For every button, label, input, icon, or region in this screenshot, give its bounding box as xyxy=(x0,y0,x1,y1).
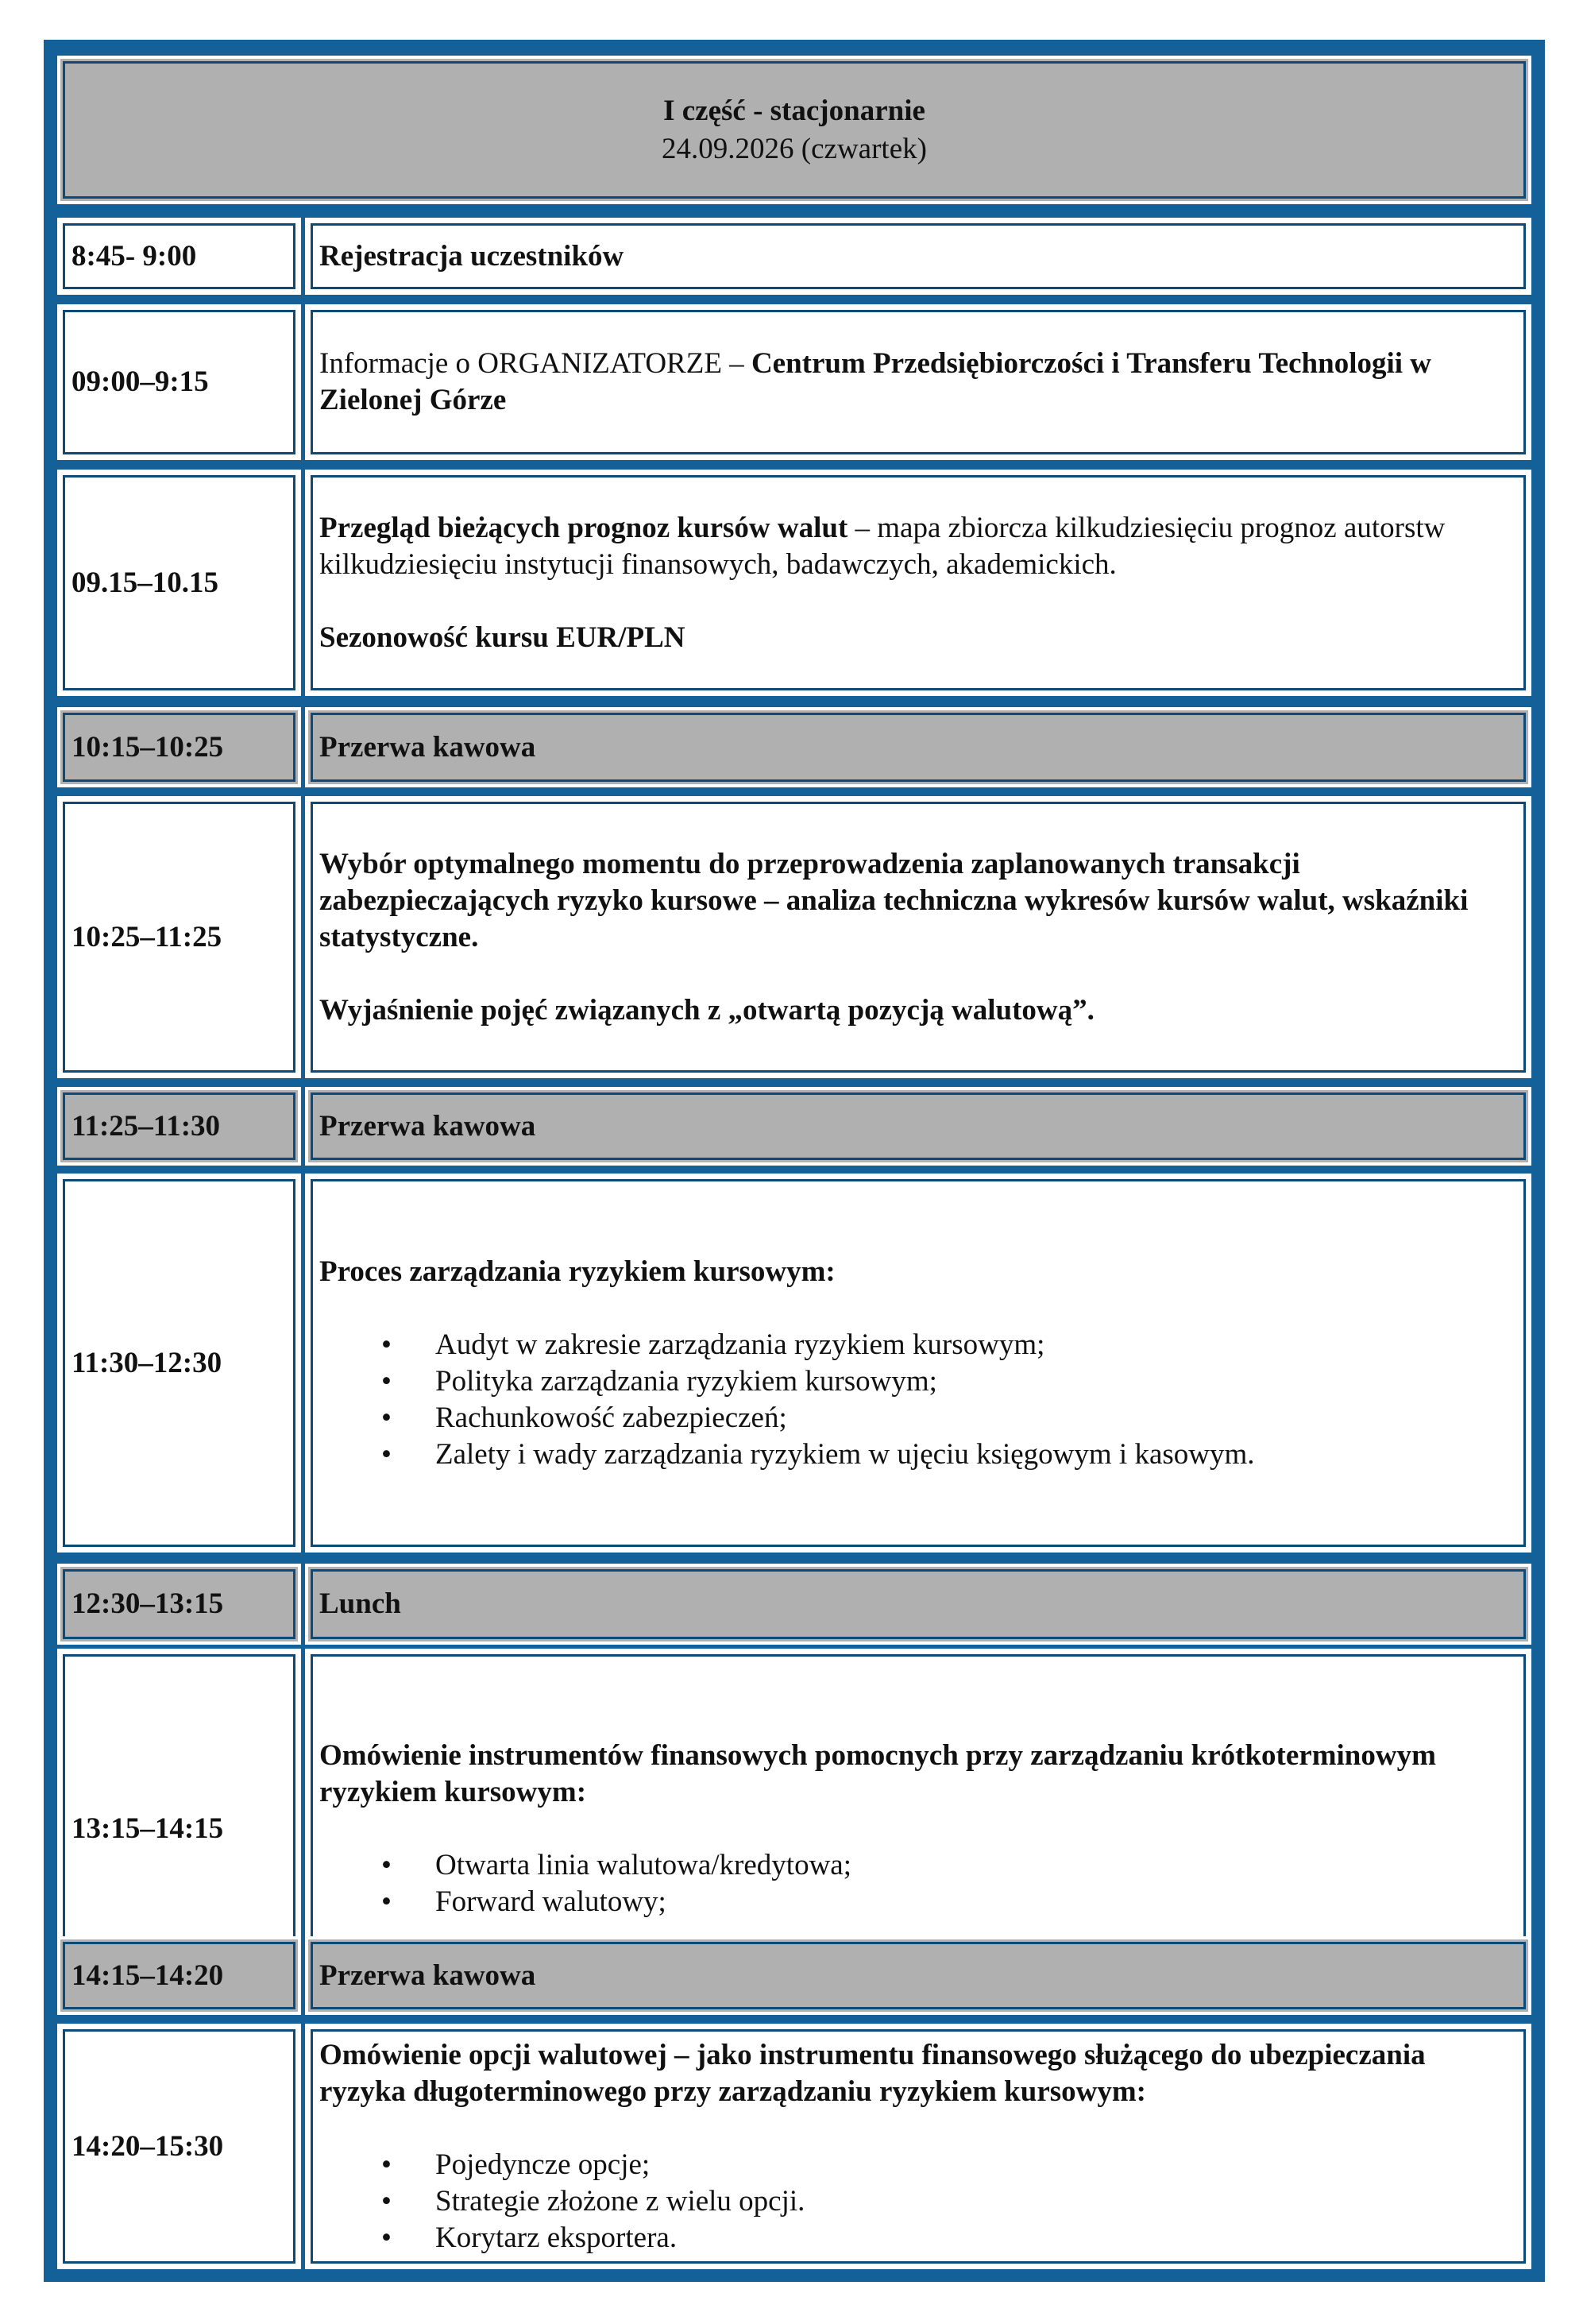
session-paragraph xyxy=(319,729,1517,766)
session-title-text: Przerwa kawowa xyxy=(319,1109,536,1143)
session-bullet-list xyxy=(319,1327,1517,1473)
session-paragraph xyxy=(319,1738,1517,1811)
session-title-text: Proces zarządzania ryzykiem kursowym: xyxy=(319,1255,836,1288)
session-text: – mapa zbiorcza kilkudziesięciu prognoz autorstw kilkudziesięciu instytucji finansowych, badawczych, akademickich. xyxy=(319,511,1446,581)
session-cell xyxy=(305,2024,1531,2269)
session-text: Informacje o ORGANIZATORZE – xyxy=(319,347,751,380)
session-content xyxy=(319,307,1517,457)
time-label: 14:20–15:30 xyxy=(71,2129,224,2163)
session-paragraph xyxy=(319,620,1517,656)
session-title-text: Sezonowość kursu EUR/PLN xyxy=(319,621,685,654)
session-title-text: Omówienie opcji walutowej – jako instrumentu finansowego służącego do ubezpieczania ryzyka długoterminowego przy zarządzaniu ryzykiem kursowym: xyxy=(319,2038,1426,2108)
agenda-title: I część - stacjonarnie xyxy=(663,94,925,127)
time-label: 13:15–14:15 xyxy=(71,1812,224,1845)
session-cell xyxy=(305,304,1531,460)
session-content xyxy=(319,1939,1517,2012)
session-cell xyxy=(305,470,1531,696)
time-cell xyxy=(57,796,301,1078)
time-label: 09.15–10.15 xyxy=(71,566,218,599)
session-content xyxy=(319,1177,1517,1549)
session-paragraph xyxy=(319,510,1517,583)
time-label: 11:25–11:30 xyxy=(71,1109,221,1143)
time-cell xyxy=(57,1936,301,2015)
session-content xyxy=(319,473,1517,693)
agenda-table xyxy=(44,40,1545,2282)
session-paragraph xyxy=(319,846,1517,956)
session-title-text: Przegląd bieżących prognoz kursów walut xyxy=(319,511,848,544)
time-label: 09:00–9:15 xyxy=(71,365,209,398)
session-content xyxy=(319,2027,1517,2266)
session-title-text: Omówienie instrumentów finansowych pomocnych przy zarządzaniu krótkoterminowym ryzykiem kursowym: xyxy=(319,1739,1436,1808)
time-label: 12:30–13:15 xyxy=(71,1587,224,1620)
session-title-text: Przerwa kawowa xyxy=(319,730,536,764)
session-content xyxy=(319,1090,1517,1162)
session-cell xyxy=(305,796,1531,1078)
agenda-date: 24.09.2026 (czwartek) xyxy=(662,132,927,165)
time-cell xyxy=(57,1564,301,1645)
session-paragraph xyxy=(319,346,1517,419)
session-title-text: Wybór optymalnego momentu do przeprowadzenia zaplanowanych transakcji zabezpieczających ryzyko kursowe – analiza techniczna wykresów kursów walut, wskaźniki statystyczne. xyxy=(319,847,1469,953)
time-label: 8:45- 9:00 xyxy=(71,239,197,273)
session-paragraph xyxy=(319,1586,1517,1622)
bullet-item: • Audyt w zakresie zarządzania ryzykiem kursowym; xyxy=(319,1327,1517,1363)
time-cell xyxy=(57,2024,301,2269)
session-cell xyxy=(305,1087,1531,1166)
bullet-item: • Otwarta linia walutowa/kredytowa; xyxy=(319,1847,1517,1884)
session-title-text: Lunch xyxy=(319,1587,401,1620)
time-label: 10:15–10:25 xyxy=(71,730,224,764)
bullet-item: • Zalety i wady zarządzania ryzykiem w ujęciu księgowym i kasowym. xyxy=(319,1437,1517,1473)
session-content xyxy=(319,221,1517,292)
time-cell xyxy=(57,1174,301,1553)
time-label: 14:15–14:20 xyxy=(71,1959,224,1992)
time-cell xyxy=(57,707,301,787)
session-cell xyxy=(305,218,1531,295)
session-paragraph xyxy=(319,992,1517,1029)
bullet-item: • Pojedyncze opcje; xyxy=(319,2147,1517,2183)
session-bullet-list xyxy=(319,1847,1517,1920)
bullet-item: • Korytarz eksportera. xyxy=(319,2220,1517,2256)
session-paragraph xyxy=(319,1958,1517,1994)
session-title-text: Przerwa kawowa xyxy=(319,1959,536,1992)
session-title-text: Wyjaśnienie pojęć związanych z „otwartą pozycją walutową”. xyxy=(319,993,1095,1027)
session-title-text: Rejestracja uczestników xyxy=(319,239,624,273)
session-content xyxy=(319,710,1517,784)
time-cell xyxy=(57,218,301,295)
time-label: 11:30–12:30 xyxy=(71,1346,222,1379)
session-title-text: Centrum Przedsiębiorczości i Transferu Technologii w Zielonej Górze xyxy=(319,347,1432,416)
session-content xyxy=(319,799,1517,1075)
time-cell xyxy=(57,1087,301,1166)
session-paragraph xyxy=(319,2037,1517,2110)
session-cell xyxy=(305,1936,1531,2015)
bullet-item: • Forward walutowy; xyxy=(319,1884,1517,1920)
session-cell xyxy=(305,1564,1531,1645)
session-paragraph xyxy=(319,1254,1517,1290)
session-paragraph xyxy=(319,238,1517,275)
session-paragraph xyxy=(319,1108,1517,1145)
session-bullet-list xyxy=(319,2147,1517,2256)
time-cell xyxy=(57,470,301,696)
time-label: 10:25–11:25 xyxy=(71,920,222,953)
session-cell xyxy=(305,1174,1531,1553)
session-cell xyxy=(305,707,1531,787)
bullet-item: • Strategie złożone z wielu opcji. xyxy=(319,2183,1517,2220)
bullet-item: • Rachunkowość zabezpieczeń; xyxy=(319,1400,1517,1437)
time-cell xyxy=(57,304,301,460)
session-content xyxy=(319,1567,1517,1641)
agenda-header xyxy=(57,56,1531,204)
bullet-item: • Polityka zarządzania ryzykiem kursowym; xyxy=(319,1363,1517,1400)
